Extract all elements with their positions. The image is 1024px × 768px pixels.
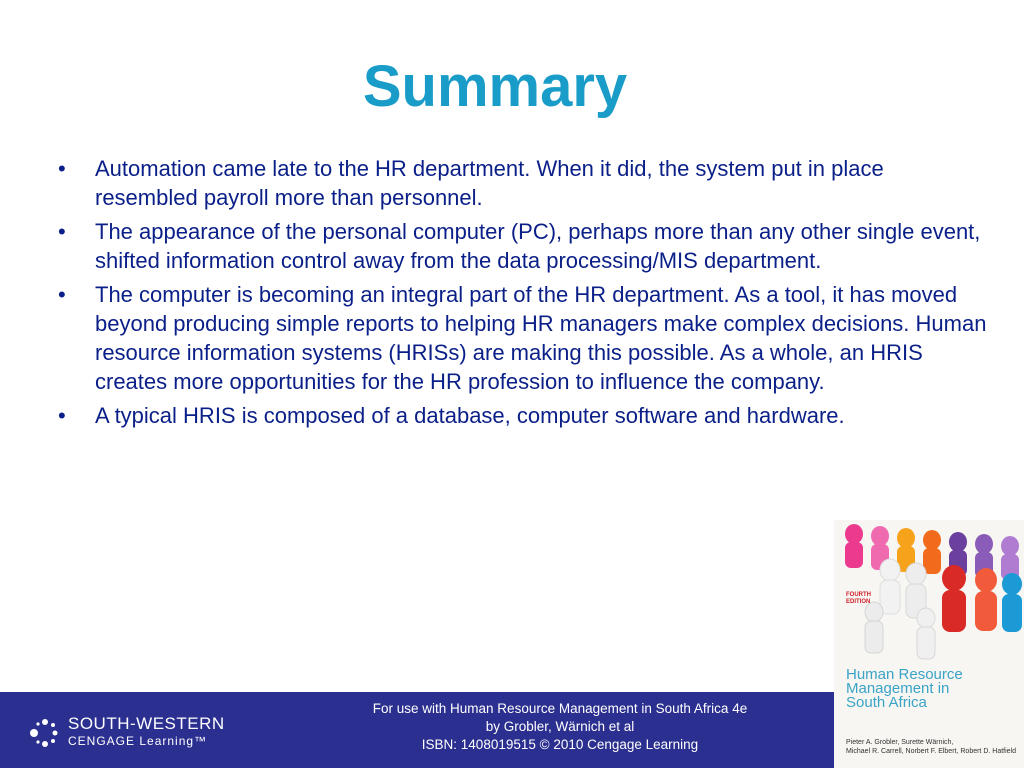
publisher-logo [28, 712, 248, 754]
book-edition: FOURTH EDITION [846, 592, 871, 605]
footer-line: ISBN: 1408019515 © 2010 Cengage Learning [421, 737, 699, 752]
book-authors-line: Pieter A. Grobler, Surette Wärnich, [846, 739, 954, 746]
footer-citation [270, 700, 850, 754]
bullet-item [58, 217, 988, 275]
logo-name: SOUTH-WESTERN [68, 714, 225, 733]
book-authors-line: Michael R. Carrell, Norbert F. Elbert, Robert D. Hatfield [846, 748, 1016, 755]
bullet-item [58, 154, 988, 212]
logo-subtitle: CENGAGE Learning™ [68, 734, 208, 748]
bullet-marker: • [58, 403, 66, 428]
bullet-text: A typical HRIS is composed of a database, computer software and hardware. [95, 403, 845, 428]
bullet-item [58, 280, 988, 396]
footer-line: For use with Human Resource Management in South Africa 4e [372, 701, 748, 716]
footer-line: by Grobler, Wärnich et al [485, 719, 635, 734]
bullet-marker: • [58, 219, 66, 244]
bullet-text: The appearance of the personal computer (PC), perhaps more than any other single event, shifted information control away from the data processing/MIS department. [95, 219, 981, 273]
bullet-text: Automation came late to the HR department. When it did, the system put in place resembled payroll more than personnel. [95, 156, 884, 210]
bullet-list [58, 154, 988, 435]
compass-icon [28, 716, 62, 750]
book-title: Human Resource Management in South Africa [846, 666, 963, 711]
book-cover-image [834, 520, 1024, 768]
bullet-text: The computer is becoming an integral part of the HR department. As a tool, it has moved beyond producing simple reports to helping HR managers make complex decisions. Human resource information systems (HRISs) are making this possible. As a whole, an HRIS creates more opportunities for the HR profession to influence the company. [95, 282, 987, 394]
slide-title: Summary [362, 54, 628, 119]
bullet-marker: • [58, 156, 66, 181]
book-authors [846, 738, 1024, 756]
bullet-item [58, 401, 988, 430]
bullet-marker: • [58, 282, 66, 307]
